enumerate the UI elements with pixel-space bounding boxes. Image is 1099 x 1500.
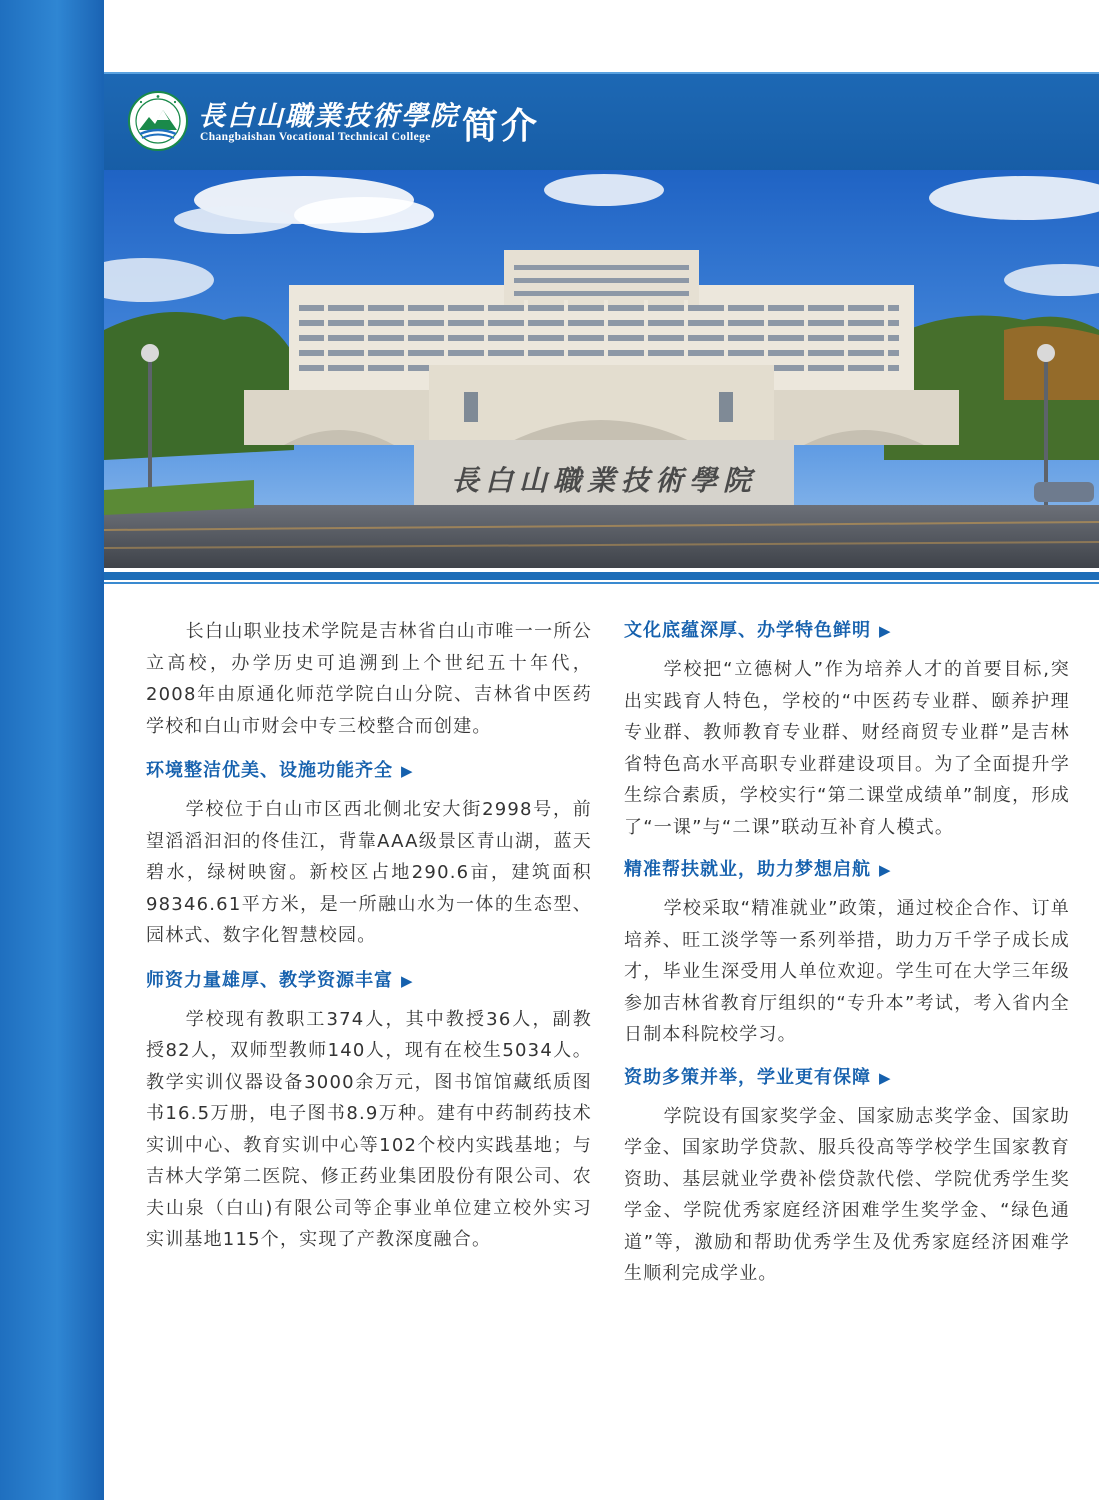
college-name-en: Changbaishan Vocational Technical College: [200, 131, 431, 143]
college-seal-logo-icon: [127, 90, 189, 152]
heading-text: 文化底蕴深厚、办学特色鲜明: [624, 620, 871, 641]
section-body-culture: 学校把“立德树人”作为培养人才的首要目标,突出实践育人特色，学校的“中医药专业群、颐养护理专业群、教师教育专业群、财经商贸专业群”是吉林省特色高水平高职专业群建设项目。为了全面提升学生综合素质，学校实行“第二课堂成绩单”制度，形成了“一课”与“二课”联动互补育人模式。: [624, 659, 1070, 838]
section-heading-culture: [624, 616, 1070, 646]
heading-text: 资助多策并举，学业更有保障: [624, 1066, 871, 1088]
right-column: [624, 616, 1070, 1290]
section-heading-financial-aid: [624, 1063, 1070, 1093]
left-column: [146, 616, 592, 1256]
left-sidebar-bar: [0, 0, 104, 1500]
page-title: 简介: [462, 106, 541, 147]
section-heading-faculty: [146, 966, 592, 996]
section-heading-environment: [146, 756, 592, 786]
heading-text: 精准帮扶就业，助力梦想启航: [624, 859, 871, 880]
college-name-cn: 長白山職業技術學院: [198, 101, 459, 132]
section-body-financial-aid: 学院设有国家奖学金、国家励志奖学金、国家助学金、国家助学贷款、服兵役高等学校学生国家教育资助、基层就业学费补偿贷款代偿、学院优秀学生奖学金、学院优秀家庭经济困难学生奖学金、“绿色通道”等，激励和帮助优秀学生及优秀家庭经济困难学生顺利完成学业。: [624, 1105, 1070, 1284]
triangle-arrow-icon: ▶: [879, 861, 892, 879]
section-body-employment: 学校采取“精准就业”政策，通过校企合作、订单培养、旺工淡学等一系列举措，助力万千学子成长成才，毕业生深受用人单位欢迎。学生可在大学三年级参加吉林省教育厅组织的“专升本”考试，考入省内全日制本科院校学习。: [624, 898, 1070, 1045]
divider-stripe-thin: [104, 582, 1099, 584]
intro-paragraph: 长白山职业技术学院是吉林省白山市唯一一所公立高校，办学历史可追溯到上个世纪五十年代，2008年由原通化师范学院白山分院、吉林省中医药学校和白山市财会中专三校整合而创建。: [146, 621, 592, 737]
gate-inscription: 長白山職業技術學院: [450, 464, 758, 497]
heading-text: 环境整洁优美、设施功能齐全: [146, 760, 393, 781]
divider-stripe: [104, 572, 1099, 580]
triangle-arrow-icon: ▶: [401, 971, 414, 990]
heading-text: 师资力量雄厚、教学资源丰富: [146, 969, 393, 991]
triangle-arrow-icon: ▶: [879, 622, 892, 640]
triangle-arrow-icon: ▶: [879, 1068, 892, 1087]
section-body-faculty: 学校现有教职工374人，其中教授36人，副教授82人，双师型教师140人，现有在校生5034人。教学实训仪器设备3000余万元，图书馆馆藏纸质图书16.5万册，电子图书8.9万种。建有中药制药技术实训中心、教育实训中心等102个校内实践基地；与吉林大学第二医院、修正药业集团股份有限公司、农夫山泉（白山)有限公司等企事业单位建立校外实习实训基地115个，实现了产教深度融合。: [146, 1008, 592, 1250]
campus-gate-photo: [104, 170, 1099, 568]
header-band: [104, 72, 1099, 172]
section-heading-employment: [624, 855, 1070, 885]
triangle-arrow-icon: ▶: [401, 762, 414, 780]
section-body-environment: 学校位于白山市区西北侧北安大街2998号，前望滔滔汩汩的佟佳江，背靠AAA级景区青山湖，蓝天碧水，绿树映窗。新校区占地290.6亩，建筑面积98346.61平方米，是一所融山水为一体的生态型、园林式、数字化智慧校园。: [146, 799, 592, 946]
